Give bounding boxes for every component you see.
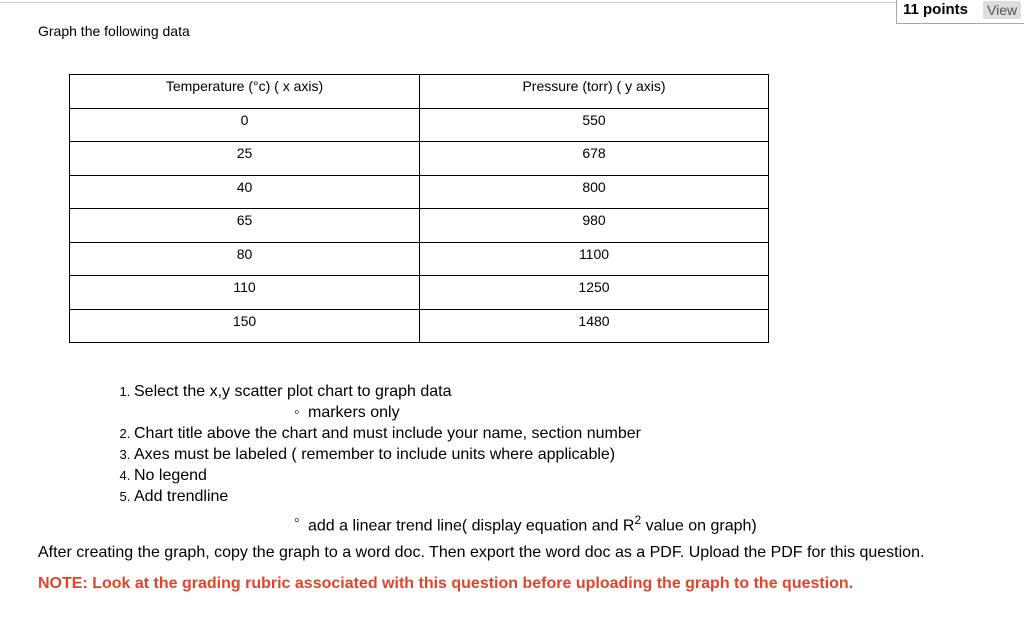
table-row	[70, 142, 769, 176]
table-row	[70, 175, 769, 209]
instruction-text: Select the x,y scatter plot chart to graph data	[134, 383, 452, 400]
instruction-1	[134, 381, 757, 423]
sub-instruction	[308, 510, 757, 536]
instruction-3: 3. Axes must be labeled ( remember to include units where applicable)	[134, 444, 757, 465]
cell-pressure: 1100	[420, 242, 769, 276]
points-label: 11 points	[903, 1, 969, 18]
instruction-text: Add trendline	[134, 488, 229, 505]
instructions-list	[110, 381, 757, 536]
instruction-5	[134, 486, 757, 536]
table-row	[70, 309, 769, 343]
points-box	[896, 0, 1024, 24]
after-instructions: After creating the graph, copy the graph to a word doc. Then export the word doc as a PDF. Upload the PDF for this question.	[38, 544, 925, 561]
table-row	[70, 242, 769, 276]
view-button[interactable]: View	[983, 1, 1021, 19]
cell-pressure: 678	[420, 142, 769, 176]
header-pressure: Pressure (torr) ( y axis)	[420, 75, 769, 109]
cell-temp: 0	[70, 108, 420, 142]
cell-temp: 110	[70, 276, 420, 310]
sub-instruction: ◦ markers only	[308, 402, 757, 423]
table-header-row	[70, 75, 769, 109]
cell-pressure: 800	[420, 175, 769, 209]
cell-temp: 80	[70, 242, 420, 276]
cell-temp: 150	[70, 309, 420, 343]
cell-temp: 65	[70, 209, 420, 243]
cell-temp: 25	[70, 142, 420, 176]
cell-pressure: 980	[420, 209, 769, 243]
table-row	[70, 209, 769, 243]
sub-text: value on graph)	[641, 517, 757, 535]
question-intro: Graph the following data	[38, 23, 190, 39]
sub-text: add a linear trend line( display equation and R	[308, 517, 635, 535]
top-divider	[0, 2, 896, 3]
header-temperature: Temperature (°c) ( x axis)	[70, 75, 420, 109]
superscript: 2	[634, 513, 642, 527]
instruction-2: 2. Chart title above the chart and must include your name, section number	[134, 423, 757, 444]
cell-pressure: 550	[420, 108, 769, 142]
table-row	[70, 276, 769, 310]
cell-temp: 40	[70, 175, 420, 209]
data-table	[69, 74, 769, 343]
cell-pressure: 1480	[420, 309, 769, 343]
instruction-4: 4. No legend	[134, 465, 757, 486]
note-text: NOTE: Look at the grading rubric associated with this question before uploading the graph to the question.	[38, 575, 854, 592]
table-row	[70, 108, 769, 142]
cell-pressure: 1250	[420, 276, 769, 310]
